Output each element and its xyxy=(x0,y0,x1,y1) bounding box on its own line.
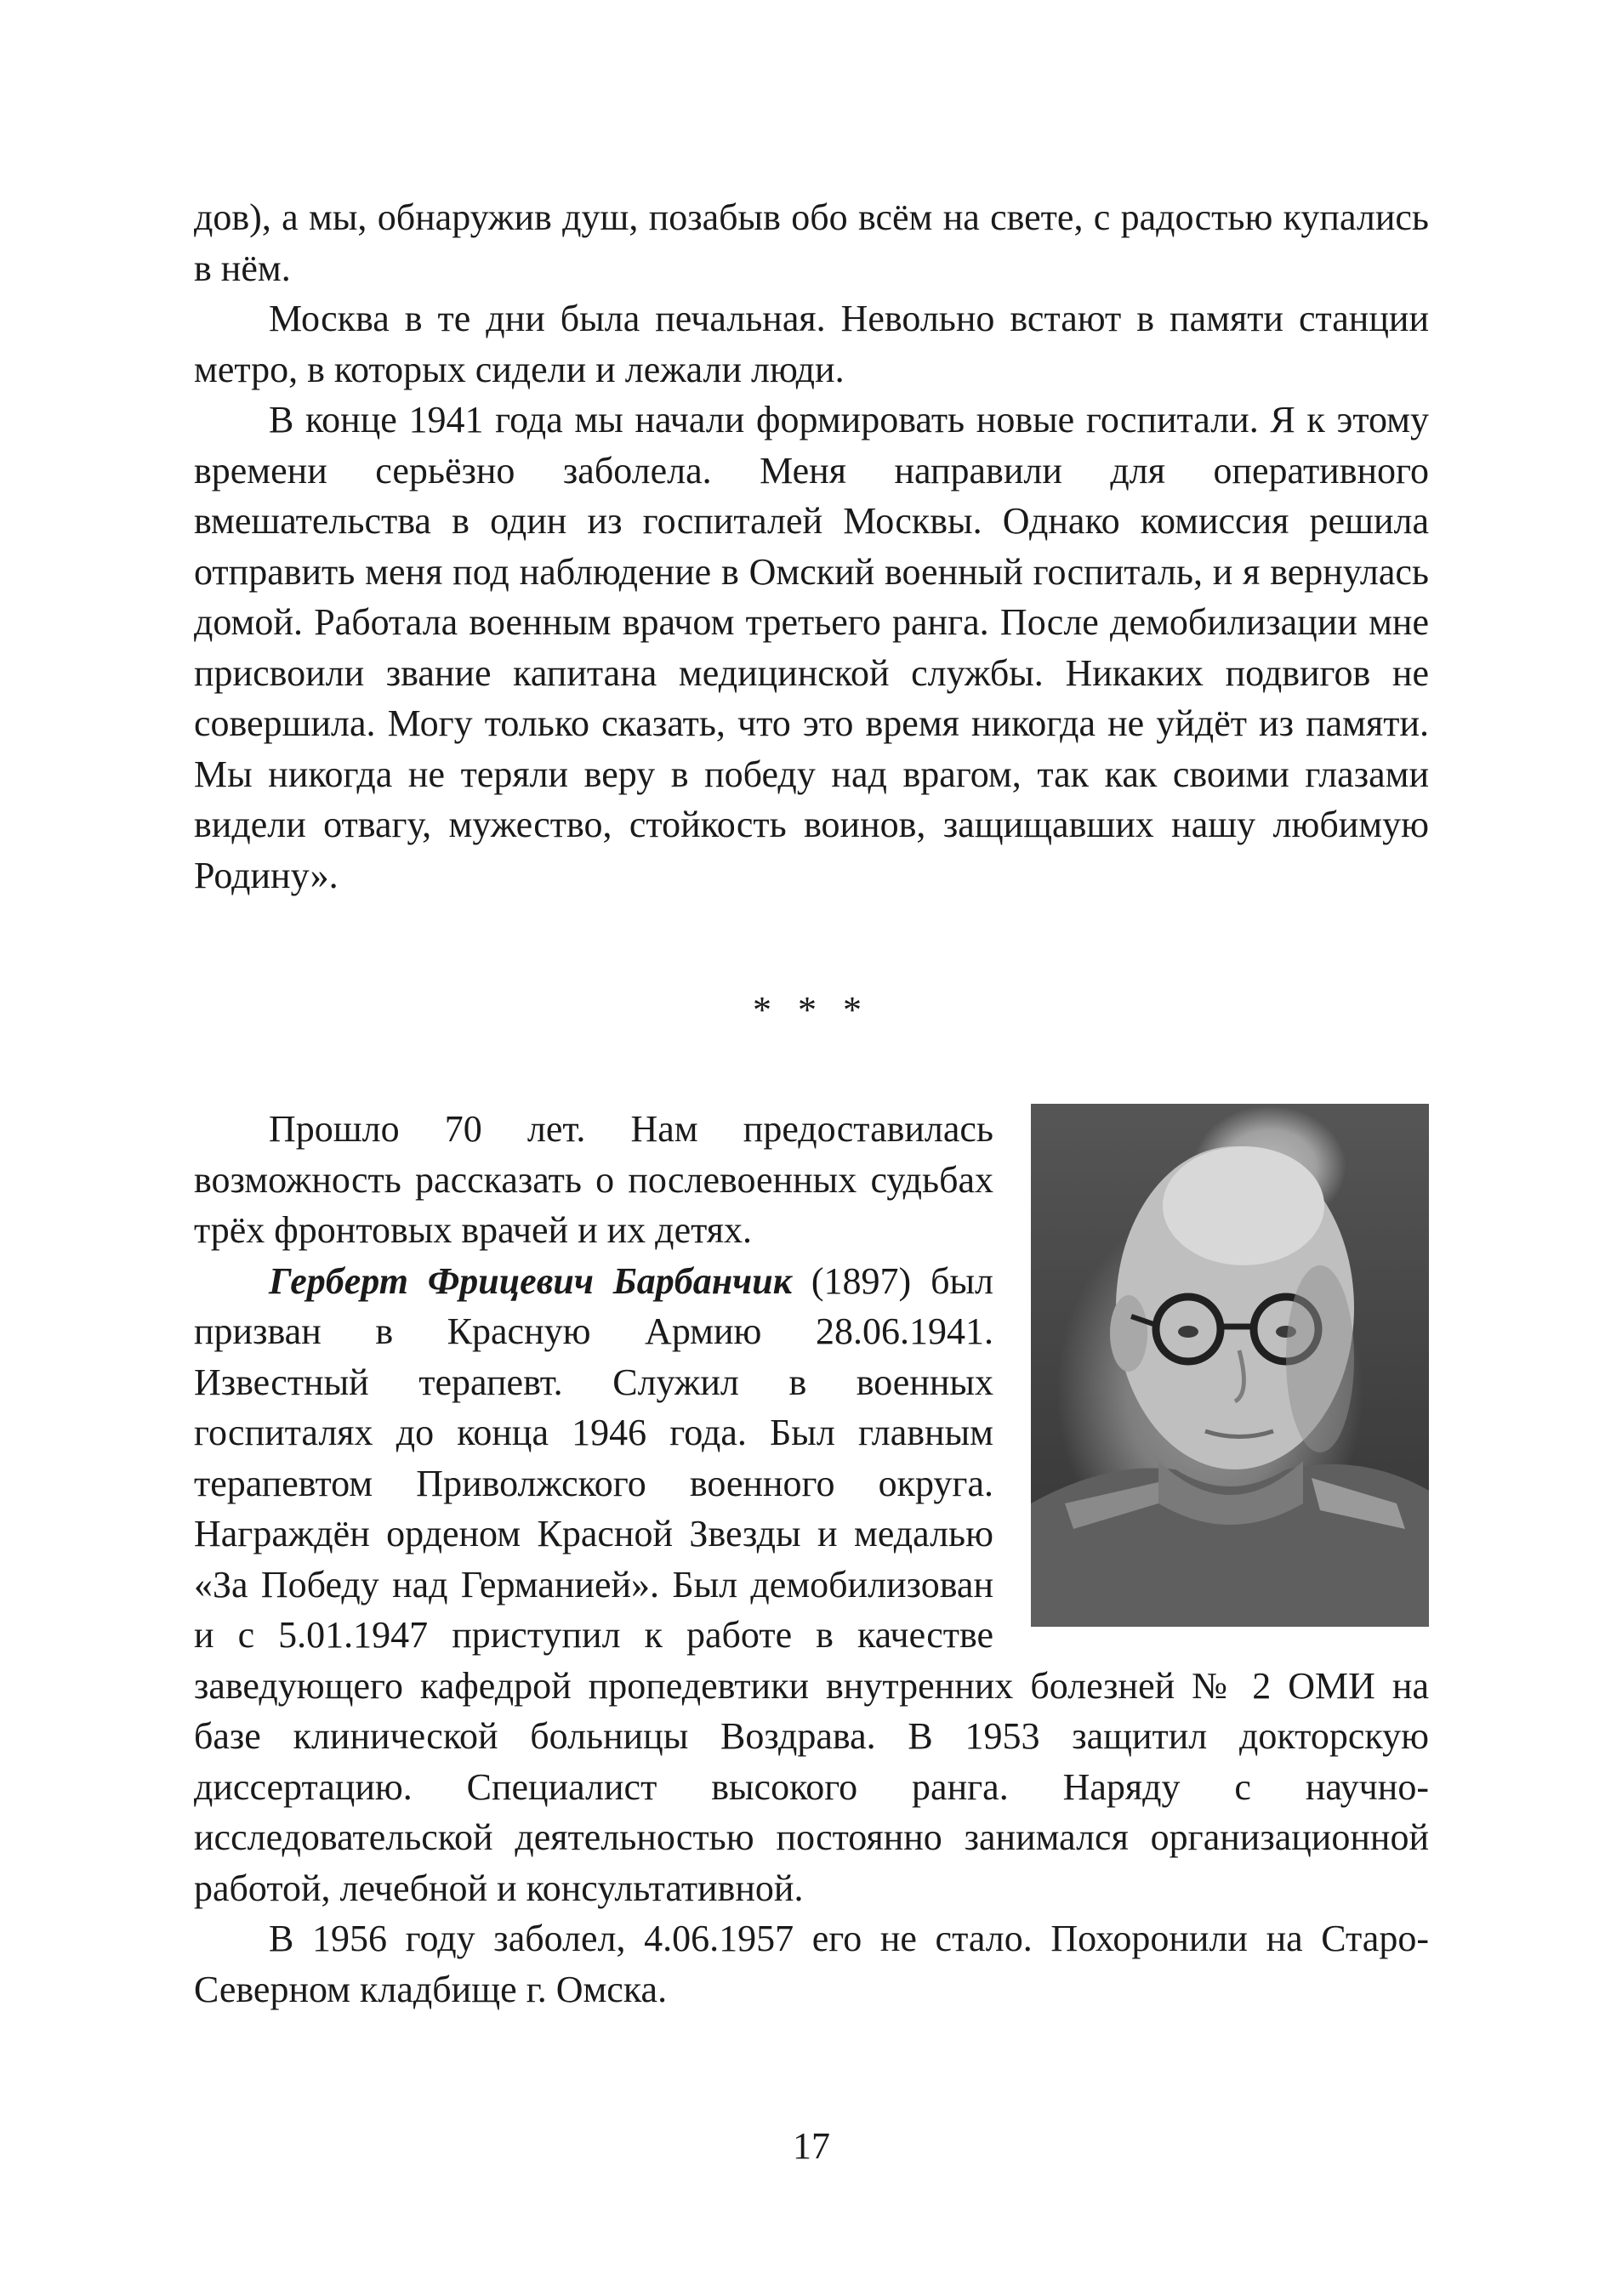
paragraph-continuation: дов), а мы, обнаружив душ, позабыв обо всём на свете, с радостью купались в нём. xyxy=(194,196,1429,289)
page-number: 17 xyxy=(793,2125,830,2167)
portrait-illustration xyxy=(1031,1104,1429,1627)
paragraph-moscow: Москва в те дни была печальная. Невольно встают в памяти станции метро, в которых сидели и лежали люди. xyxy=(194,298,1429,390)
section-separator: * * * xyxy=(753,989,870,1031)
paragraph-1941: В конце 1941 года мы начали формировать новые госпитали. Я к этому времени серьёзно заболела. Меня направили для оперативного вмешательства в один из госпиталей Москвы. Однако комиссия решила отправить меня под наблюдение в Омский военный госпиталь, и я вернулась домой. Работала военным врачом третьего ранга. После демобилизации мне присвоили звание капитана медицинской службы. Никаких подвигов не совершила. Могу только сказать, что это время никогда не уйдёт из памяти. Мы никогда не теряли веру в победу над врагом, так как своими глазами видели отвагу, мужество, стойкость воинов, защищавших нашу любимую Родину». xyxy=(194,399,1429,896)
text-block-top xyxy=(194,192,1429,901)
paragraph-1956: В 1956 году заболел, 4.06.1957 его не стало. Похоронили на Старо-Северном кладбище г. Омска. xyxy=(194,1918,1429,2010)
paragraph-barbanchik-text: (1897) был призван в Красную Армию 28.06.1941. Известный терапевт. Служил в военных госпиталях до конца 1946 года. Был главным терапевтом Приволжского военного округа. Награждён орденом Красной Звезды и медалью «За Победу над Германией». Был демобилизован и с 5.01.1947 приступил к работе в качестве заведующего кафедрой пропедевтики внутренних болезней № 2 ОМИ на базе клинической больницы Воздрава. В 1953 защитил докторскую диссертацию. Специалист высокого ранга. Наряду с научно-исследовательской деятельностью постоянно занимался организационной работой, лечебной и консультативной. xyxy=(194,1259,1429,1909)
paragraph-70-years: Прошло 70 лет. Нам предоставилась возможность рассказать о послевоенных судьбах трёх фронтовых врачей и их детях. xyxy=(194,1108,993,1251)
portrait-photo xyxy=(1031,1104,1429,1627)
text-block-bottom xyxy=(194,1104,1429,2015)
person-name: Герберт Фрицевич Барбанчик xyxy=(269,1259,793,1302)
